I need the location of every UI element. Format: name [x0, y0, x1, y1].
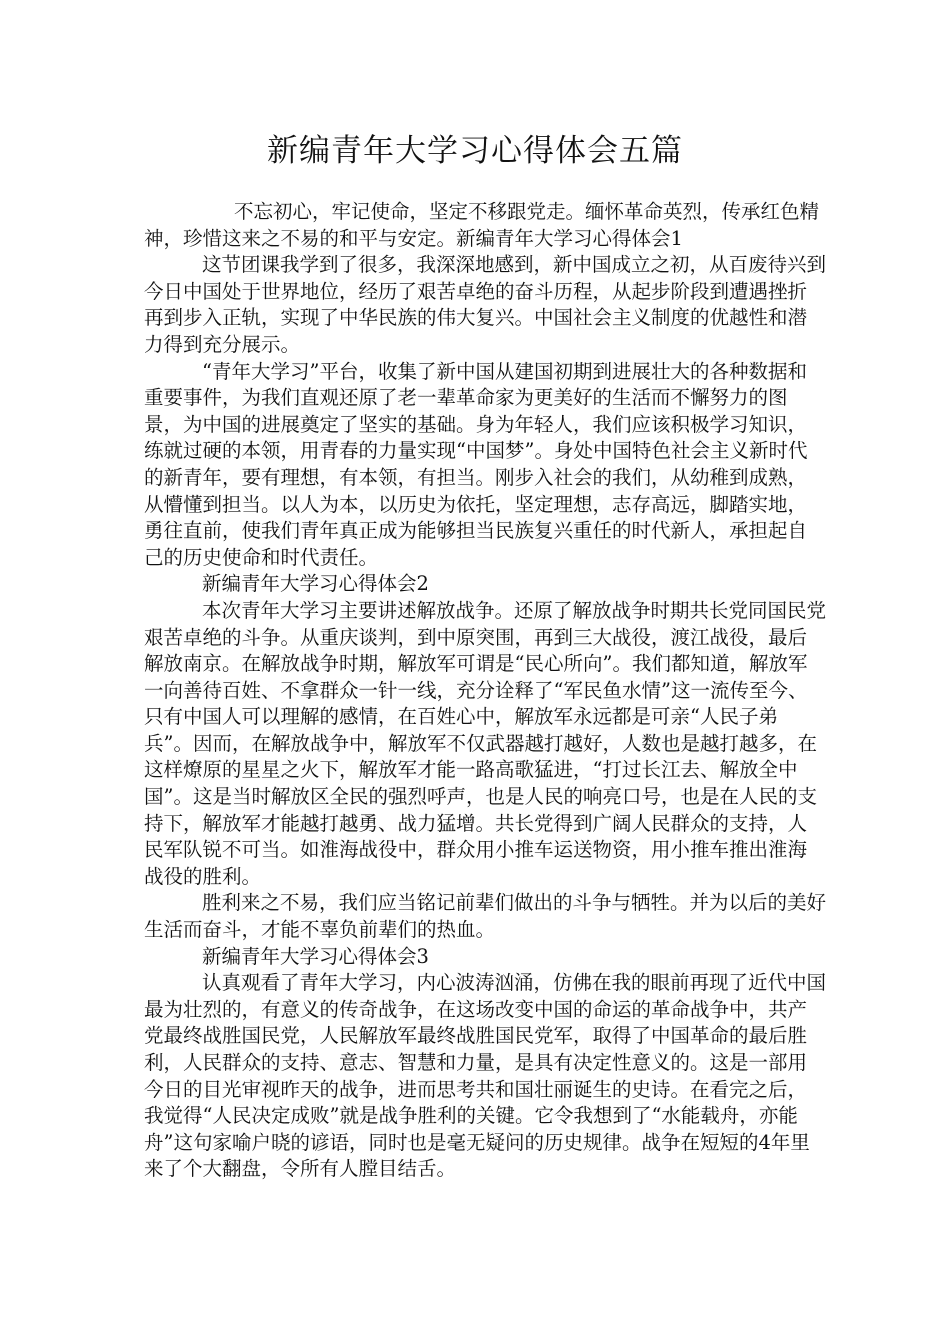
section-heading-3: 新编青年大学习心得体会3: [202, 944, 429, 968]
paragraph-5: 认真观看了青年大学习，内心波涛汹涌，仿佛在我的眼前再现了近代中国最为壮烈的，有意义的传奇战争，在这场改变中国的命运的革命战争中，共产党最终战胜国民党，人民解放军最终战胜国民党军，取得了中国革命的最后胜利，人民群众的支持、意志、智慧和力量，是具有决定性意义的。这是一部用今日的目光审视昨天的战争，进而思考共和国壮丽诞生的史诗。在看完之后，我觉得“人民决定成败”就是战争胜利的关键。它令我想到了“水能载舟，亦能舟”这句家喻户晓的谚语，同时也是毫无疑问的历史规律。战争在短短的4年里来了个大翻盘，令所有人膛目结舌。: [144, 971, 827, 1181]
document-title: 新编青年大学习心得体会五篇: [267, 133, 683, 169]
paragraph-2: “青年大学习”平台，收集了新中国从建国初期到进展壮大的各种数据和重要事件，为我们直观还原了老一辈革命家为更美好的生活而不懈努力的图景，为中国的进展奠定了坚实的基础。身为年轻人，我们应该积极学习知识，练就过硬的本领，用青春的力量实现“中国梦”。身处中国特色社会主义新时代的新青年，要有理想，有本领，有担当。刚步入社会的我们，从幼稚到成熟，从懵懂到担当。以人为本，以历史为依托，坚定理想，志存高远，脚踏实地，勇往直前，使我们青年真正成为能够担当民族复兴重任的时代新人，承担起自己的历史使命和时代责任。: [144, 359, 808, 569]
paragraph-4: 胜利来之不易，我们应当铭记前辈们做出的斗争与牺牲。并为以后的美好生活而奋斗，才能不辜负前辈们的热血。: [144, 891, 827, 942]
paragraph-1: 这节团课我学到了很多，我深深地感到，新中国成立之初，从百废待兴到今日中国处于世界地位，经历了艰苦卓绝的奋斗历程，从起步阶段到遭遇挫折再到步入正轨，实现了中华民族的伟大复兴。中国社会主义制度的优越性和潜力得到充分展示。: [144, 253, 827, 356]
paragraph-intro: 不忘初心，牢记使命，坚定不移跟党走。缅怀革命英烈，传承红色精神，珍惜这来之不易的和平与安定。新编青年大学习心得体会1: [144, 200, 820, 250]
document-body: [144, 199, 826, 1183]
paragraph-3: 本次青年大学习主要讲述解放战争。还原了解放战争时期共长党同国民党艰苦卓绝的斗争。从重庆谈判，到中原突围，再到三大战役，渡江战役，最后解放南京。在解放战争时期，解放军可谓是“民心所向”。我们都知道，解放军一向善待百姓、不拿群众一针一线，充分诠释了“军民鱼水情”这一流传至今、只有中国人可以理解的感情，在百姓心中，解放军永远都是可亲“人民子弟兵”。因而，在解放战争中，解放军不仅武器越打越好，人数也是越打越多，在这样燎原的星星之火下，解放军才能一路高歌猛进，“打过长江去、解放全中国”。这是当时解放区全民的强烈呼声，也是人民的响亮口号，也是在人民的支持下，解放军才能越打越勇、战力猛增。共长党得到广阔人民群众的支持，人民军队锐不可当。如淮海战役中，群众用小推车运送物资，用小推车推出淮海战役的胜利。: [144, 598, 827, 888]
section-heading-2: 新编青年大学习心得体会2: [202, 572, 429, 596]
